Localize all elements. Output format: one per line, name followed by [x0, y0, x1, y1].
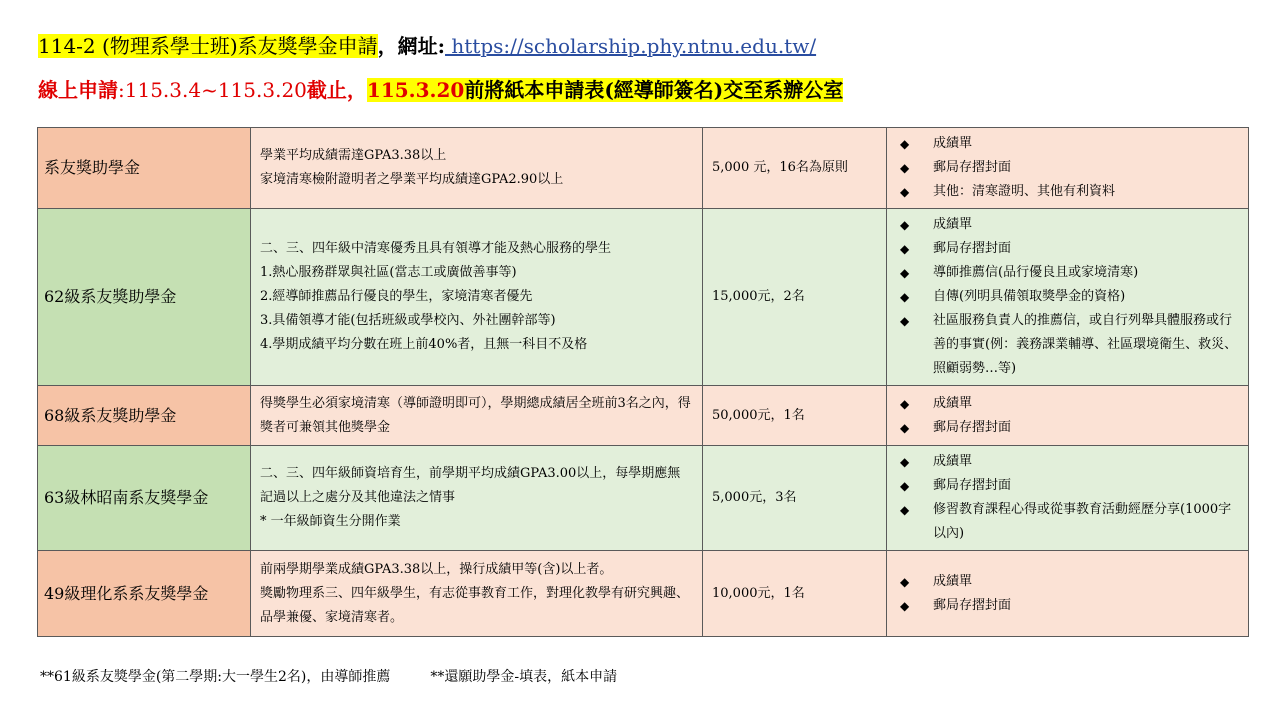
- header-line-1: [38, 32, 816, 60]
- scholarship-name: 49級理化系系友獎學金: [38, 551, 251, 637]
- scholarship-table: [37, 127, 1249, 637]
- document-item: ◆ 成績單: [896, 213, 1239, 237]
- scholarship-row: [38, 128, 1249, 209]
- scholarship-criteria: [251, 386, 703, 446]
- document-item: ◆ 其他：清寒證明、其他有利資料: [896, 180, 1239, 204]
- criteria-line: 學業平均成績需達GPA3.38以上: [260, 148, 447, 163]
- required-documents: [887, 209, 1249, 386]
- application-title: 114-2 (物理系學士班)系友獎學金申請: [38, 34, 378, 58]
- document-item: ◆ 修習教育課程心得或從事教育活動經歷分享(1000字以內): [896, 498, 1239, 546]
- required-documents: [887, 128, 1249, 209]
- scholarship-criteria: [251, 551, 703, 637]
- documents-list: [896, 570, 1239, 618]
- document-item: ◆ 成績單: [896, 132, 1239, 156]
- apply-dates: :115.3.4~115.3.20: [118, 78, 307, 102]
- url-separator: ，網址:: [377, 34, 446, 58]
- criteria-line: 前兩學期學業成績GPA3.38以上，操行成績甲等(含)以上者。: [260, 561, 613, 577]
- document-item: ◆ 郵局存摺封面: [896, 474, 1239, 498]
- scholarship-row: [38, 446, 1249, 551]
- deadline-text: 截止，: [306, 78, 367, 102]
- criteria-line: 4.學期成績平均分數在班上前40%者，且無一科目不及格: [260, 337, 588, 352]
- scholarship-url-link[interactable]: https://scholarship.phy.ntnu.edu.tw/: [445, 34, 817, 58]
- documents-list: [896, 213, 1239, 381]
- document-item: ◆ 成績單: [896, 450, 1239, 474]
- criteria-line: 得獎學生必須家境清寒（導師證明即可），學期總成績居全班前3名之內，得獎者可兼領其他獎學金: [260, 395, 691, 435]
- footer-note-61: **61級系友獎學金(第二學期:大一學生2名)，由導師推薦: [40, 669, 391, 685]
- paper-deadline-date: 115.3.20: [366, 78, 465, 102]
- criteria-line: 2.經導師推薦品行優良的學生，家境清寒者優先: [260, 289, 533, 304]
- scholarship-name: 62級系友獎助學金: [38, 209, 251, 386]
- scholarship-amount: 15,000元，2名: [703, 209, 887, 386]
- online-apply-label: 線上申請: [38, 78, 118, 102]
- scholarship-amount: 5,000元，3名: [703, 446, 887, 551]
- documents-list: [896, 450, 1239, 546]
- footer-note-fund: **還願助學金-填表，紙本申請: [430, 669, 618, 685]
- document-item: ◆ 郵局存摺封面: [896, 594, 1239, 618]
- document-item: ◆ 成績單: [896, 570, 1239, 594]
- scholarship-name: 63級林昭南系友獎學金: [38, 446, 251, 551]
- scholarship-criteria: [251, 128, 703, 209]
- scholarship-amount: 10,000元，1名: [703, 551, 887, 637]
- scholarship-row: [38, 386, 1249, 446]
- scholarship-criteria: [251, 209, 703, 386]
- document-item: ◆ 郵局存摺封面: [896, 237, 1239, 261]
- scholarship-criteria: [251, 446, 703, 551]
- scholarship-row: [38, 551, 1249, 637]
- paper-submission-notice: 前將紙本申請表(經導師簽名)交至系辦公室: [464, 78, 844, 102]
- header-line-2: [38, 76, 843, 104]
- scholarship-amount: 50,000元，1名: [703, 386, 887, 446]
- required-documents: [887, 386, 1249, 446]
- document-item: ◆ 郵局存摺封面: [896, 416, 1239, 440]
- document-item: ◆ 成績單: [896, 392, 1239, 416]
- scholarship-row: [38, 209, 1249, 386]
- criteria-line: 1.熱心服務群眾與社區(當志工或廣做善事等): [260, 265, 517, 280]
- documents-list: [896, 132, 1239, 204]
- scholarship-name: 68級系友獎助學金: [38, 386, 251, 446]
- criteria-line: 家境清寒檢附證明者之學業平均成績達GPA2.90以上: [260, 172, 564, 187]
- required-documents: [887, 446, 1249, 551]
- criteria-line: 二、三、四年級中清寒優秀且具有領導才能及熱心服務的學生: [260, 241, 612, 256]
- criteria-line: 獎勵物理系三、四年級學生，有志從事教育工作，對理化教學有研究興趣、品學兼優、家境清寒者。: [260, 585, 690, 625]
- document-item: ◆ 導師推薦信(品行優良且或家境清寒): [896, 261, 1239, 285]
- documents-list: [896, 392, 1239, 440]
- document-item: ◆ 社區服務負責人的推薦信，或自行列舉具體服務或行善的事實(例：義務課業輔導、社區環境衛生、救災、照顧弱勢…等): [896, 309, 1239, 381]
- footer-notes: [40, 666, 617, 686]
- document-item: ◆ 郵局存摺封面: [896, 156, 1239, 180]
- criteria-line: 二、三、四年級師資培育生，前學期平均成績GPA3.00以上，每學期應無記過以上之處分及其他違法之情事: [260, 466, 681, 505]
- criteria-line: 3.具備領導才能(包括班級或學校內、外社團幹部等): [260, 313, 556, 328]
- document-item: ◆ 自傳(列明具備領取獎學金的資格): [896, 285, 1239, 309]
- criteria-line: * 一年級師資生分開作業: [260, 514, 401, 529]
- required-documents: [887, 551, 1249, 637]
- scholarship-name: 系友獎助學金: [38, 128, 251, 209]
- scholarship-amount: 5,000 元，16名為原則: [703, 128, 887, 209]
